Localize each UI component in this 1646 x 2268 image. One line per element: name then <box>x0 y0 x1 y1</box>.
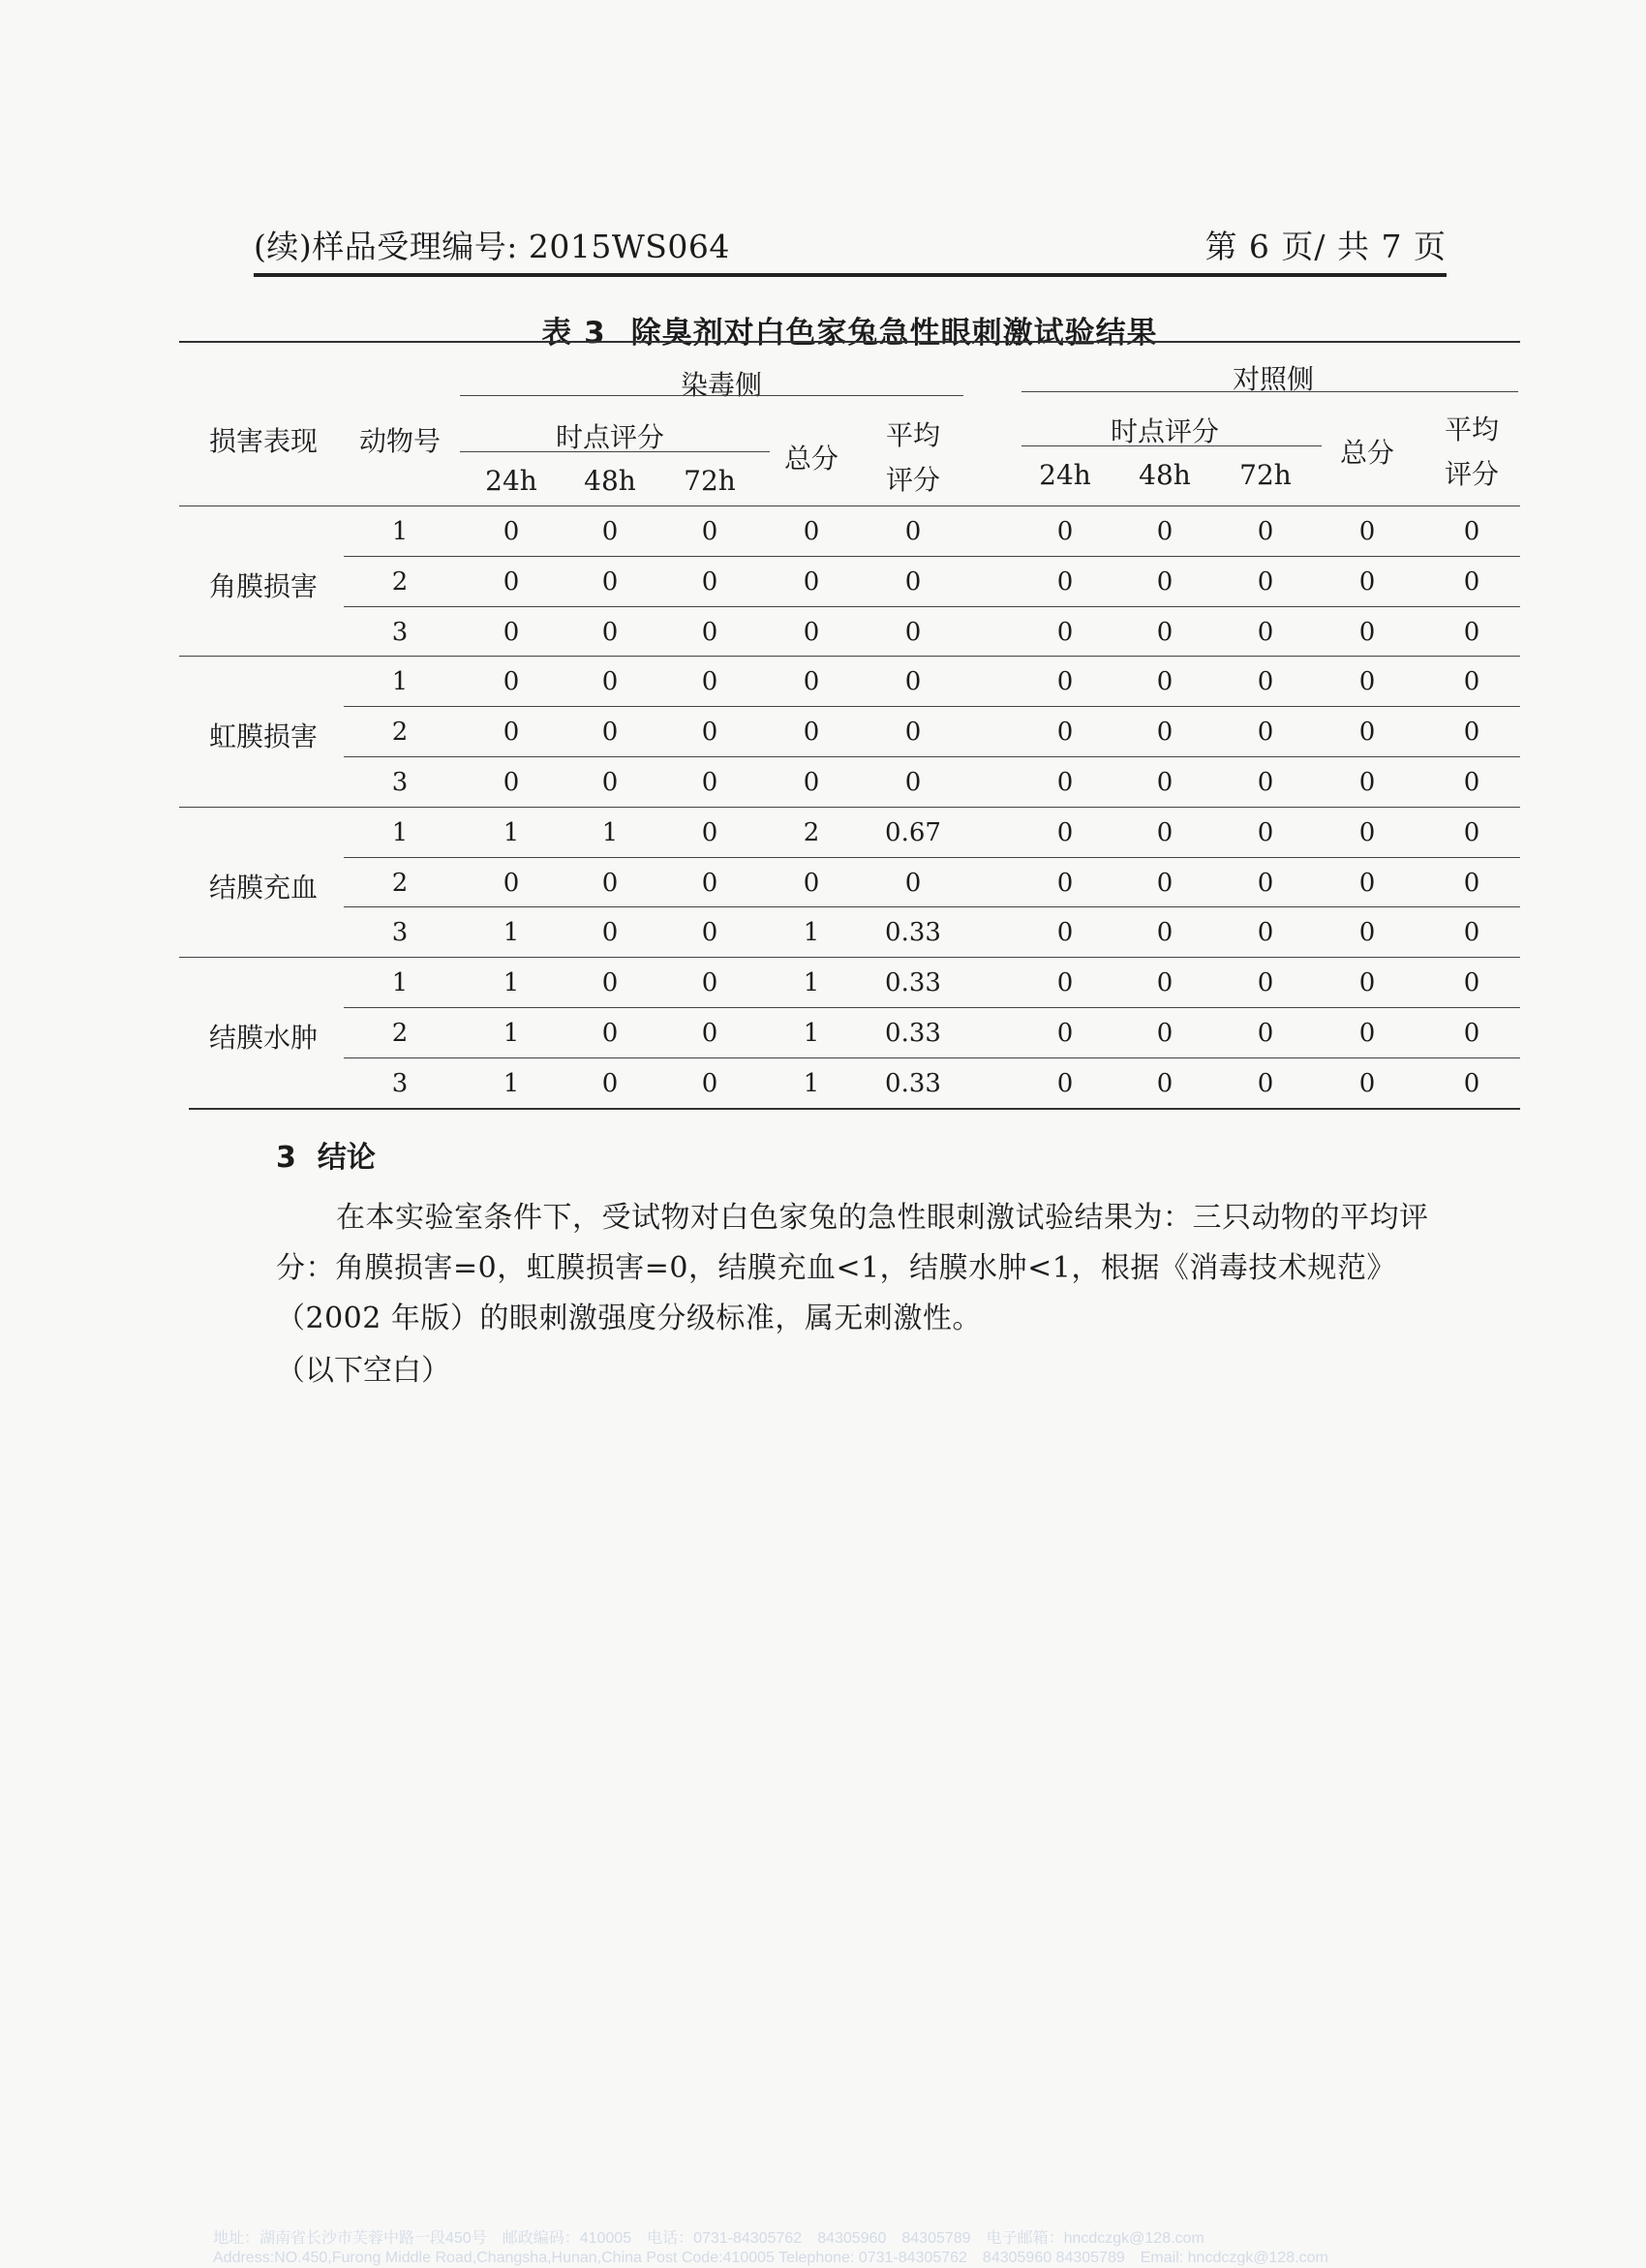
animal-number: 1 <box>391 968 409 998</box>
control-value: 0 <box>1358 617 1376 647</box>
animal-number: 2 <box>391 1019 409 1048</box>
control-value: 0 <box>1056 517 1074 546</box>
exposed-value: 0 <box>601 567 619 597</box>
exposed-value: 0 <box>601 918 619 948</box>
exposed-value: 1 <box>803 918 820 948</box>
footer-address-cn: 地址：湖南省长沙市芙蓉中路一段450号 邮政编码：410005 电话：0731-84305762 84305960 84305789 电子邮箱：hncdczgk@128.com <box>213 2230 1204 2247</box>
control-value: 0 <box>1463 567 1480 597</box>
control-value: 0 <box>1358 768 1376 797</box>
control-value: 0 <box>1463 968 1480 998</box>
rule-control-span <box>1021 391 1518 392</box>
lesion-4: 结膜水肿 <box>208 1021 319 1054</box>
header-lesion: 损害表现 <box>208 425 319 457</box>
exposed-value: 0 <box>701 617 718 647</box>
animal-number: 3 <box>391 1068 409 1098</box>
control-value: 0 <box>1257 868 1274 898</box>
exposed-value: 0 <box>601 667 619 697</box>
control-value: 0 <box>1358 868 1376 898</box>
row-rule <box>344 606 1520 607</box>
control-value: 0 <box>1056 817 1074 847</box>
section-title: 结论 <box>317 1141 376 1175</box>
control-value: 0 <box>1056 918 1074 948</box>
control-value: 0 <box>1463 617 1480 647</box>
exposed-value: 1 <box>803 1019 820 1048</box>
exposed-value: 1 <box>503 1019 520 1048</box>
exposed-value: 0 <box>503 868 520 898</box>
exposed-value: 0 <box>803 667 820 697</box>
exposed-value: 0 <box>601 1068 619 1098</box>
exposed-value: 0 <box>503 567 520 597</box>
control-value: 0 <box>1463 1068 1480 1098</box>
control-value: 0 <box>1257 617 1274 647</box>
exposed-value: 0 <box>904 617 922 647</box>
exposed-value: 0 <box>503 768 520 797</box>
control-value: 0 <box>1257 1068 1274 1098</box>
control-value: 0 <box>1257 1019 1274 1048</box>
exposed-value: 0 <box>701 567 718 597</box>
group-rule <box>179 957 1520 958</box>
animal-number: 1 <box>391 517 409 546</box>
exposed-value: 0.33 <box>885 918 941 948</box>
table-number: 表 3 <box>541 316 606 351</box>
control-value: 0 <box>1358 1019 1376 1048</box>
conclusion-heading <box>276 1133 1457 1176</box>
exposed-value: 0 <box>601 1019 619 1048</box>
control-value: 0 <box>1156 968 1174 998</box>
control-value: 0 <box>1257 567 1274 597</box>
rule-control-timepoint <box>1021 445 1322 446</box>
exposed-value: 1 <box>803 968 820 998</box>
lesion-1: 角膜损害 <box>208 569 319 602</box>
exposed-value: 1 <box>803 1068 820 1098</box>
exposed-value: 1 <box>601 817 619 847</box>
exposed-value: 2 <box>803 817 820 847</box>
header-control-side: 对照侧 <box>1232 363 1315 395</box>
header-exposed-total: 总分 <box>783 443 839 475</box>
exposed-value: 0 <box>701 1019 718 1048</box>
control-value: 0 <box>1156 617 1174 647</box>
exposed-value: 0 <box>803 868 820 898</box>
control-value: 0 <box>1358 517 1376 546</box>
exposed-value: 0 <box>701 868 718 898</box>
header-control-avg-2: 评分 <box>1444 458 1500 490</box>
control-value: 0 <box>1358 817 1376 847</box>
row-rule <box>344 906 1520 907</box>
exposed-value: 0 <box>803 617 820 647</box>
exposed-value: 0 <box>701 817 718 847</box>
control-value: 0 <box>1463 1019 1480 1048</box>
control-value: 0 <box>1463 817 1480 847</box>
exposed-value: 0 <box>601 617 619 647</box>
control-value: 0 <box>1056 868 1074 898</box>
animal-number: 3 <box>391 617 409 647</box>
lesion-3: 结膜充血 <box>208 871 319 904</box>
exposed-value: 0 <box>701 517 718 546</box>
header-exposed-time-24h: 24h <box>485 465 537 497</box>
header-control-total: 总分 <box>1339 437 1395 469</box>
page-header <box>254 225 1447 277</box>
exposed-value: 0 <box>701 667 718 697</box>
animal-number: 3 <box>391 768 409 797</box>
control-value: 0 <box>1257 817 1274 847</box>
exposed-value: 0 <box>904 517 922 546</box>
control-value: 0 <box>1463 517 1480 546</box>
exposed-value: 0 <box>503 617 520 647</box>
exposed-value: 0 <box>803 718 820 748</box>
animal-number: 2 <box>391 718 409 748</box>
exposed-value: 0.33 <box>885 1019 941 1048</box>
exposed-value: 0 <box>904 667 922 697</box>
conclusion-body: 在本实验室条件下，受试物对白色家兔的急性眼刺激试验结果为：三只动物的平均评分：角膜损害=0，虹膜损害=0，结膜充血<1，结膜水肿<1，根据《消毒技术规范》（2002 年版）的眼刺激强度分级标准，属无刺激性。 <box>276 1201 1429 1335</box>
page-number: 第 6 页/ 共 7 页 <box>1204 228 1447 265</box>
header-animal: 动物号 <box>358 425 442 457</box>
control-value: 0 <box>1358 567 1376 597</box>
control-value: 0 <box>1463 918 1480 948</box>
exposed-value: 0 <box>601 868 619 898</box>
row-rule <box>344 1057 1520 1058</box>
control-value: 0 <box>1156 667 1174 697</box>
control-value: 0 <box>1257 517 1274 546</box>
control-value: 0 <box>1156 718 1174 748</box>
exposed-value: 0 <box>803 517 820 546</box>
control-value: 0 <box>1156 517 1174 546</box>
exposed-value: 0 <box>701 918 718 948</box>
control-value: 0 <box>1056 718 1074 748</box>
control-value: 0 <box>1257 918 1274 948</box>
control-value: 0 <box>1156 817 1174 847</box>
group-rule <box>179 656 1520 657</box>
exposed-value: 0 <box>701 1068 718 1098</box>
exposed-value: 0 <box>503 718 520 748</box>
lesion-2: 虹膜损害 <box>208 720 319 753</box>
page-footer <box>213 2229 1491 2268</box>
control-value: 0 <box>1056 667 1074 697</box>
exposed-value: 0 <box>601 768 619 797</box>
control-value: 0 <box>1463 868 1480 898</box>
table-top-rule <box>179 341 1520 343</box>
control-value: 0 <box>1156 768 1174 797</box>
exposed-value: 0 <box>701 968 718 998</box>
control-value: 0 <box>1156 567 1174 597</box>
control-value: 0 <box>1056 567 1074 597</box>
control-value: 0 <box>1257 667 1274 697</box>
row-rule <box>344 1007 1520 1008</box>
exposed-value: 0 <box>904 768 922 797</box>
conclusion-section <box>276 1133 1457 1396</box>
header-control-time-24h: 24h <box>1039 459 1091 491</box>
exposed-value: 1 <box>503 918 520 948</box>
control-value: 0 <box>1358 718 1376 748</box>
exposed-value: 1 <box>503 1068 520 1098</box>
control-value: 0 <box>1156 918 1174 948</box>
exposed-value: 0.33 <box>885 968 941 998</box>
header-control-time-72h: 72h <box>1239 459 1292 491</box>
animal-number: 3 <box>391 918 409 948</box>
exposed-value: 0 <box>503 667 520 697</box>
control-value: 0 <box>1358 968 1376 998</box>
header-exposed-side: 染毒侧 <box>680 369 763 401</box>
blank-note: （以下空白） <box>276 1354 450 1388</box>
control-value: 0 <box>1257 768 1274 797</box>
animal-number: 2 <box>391 567 409 597</box>
group-rule <box>179 807 1520 808</box>
header-exposed-avg-1: 平均 <box>885 419 941 451</box>
animal-number: 1 <box>391 817 409 847</box>
control-value: 0 <box>1056 1068 1074 1098</box>
control-value: 0 <box>1463 768 1480 797</box>
header-exposed-avg-2: 评分 <box>885 464 941 496</box>
control-value: 0 <box>1156 1019 1174 1048</box>
exposed-value: 0 <box>904 868 922 898</box>
header-exposed-time-72h: 72h <box>684 465 736 497</box>
exposed-value: 1 <box>503 968 520 998</box>
exposed-value: 0 <box>601 718 619 748</box>
row-rule <box>344 706 1520 707</box>
exposed-value: 0 <box>503 517 520 546</box>
control-value: 0 <box>1156 1068 1174 1098</box>
control-value: 0 <box>1257 968 1274 998</box>
exposed-value: 0 <box>701 768 718 797</box>
control-value: 0 <box>1358 1068 1376 1098</box>
control-value: 0 <box>1463 667 1480 697</box>
control-value: 0 <box>1056 768 1074 797</box>
row-rule <box>344 857 1520 858</box>
table-caption: 除臭剂对白色家兔急性眼刺激试验结果 <box>630 316 1158 351</box>
exposed-value: 0.33 <box>885 1068 941 1098</box>
header-control-time-48h: 48h <box>1139 459 1191 491</box>
table-title <box>179 308 1520 352</box>
control-value: 0 <box>1358 918 1376 948</box>
exposed-value: 0 <box>701 718 718 748</box>
row-rule <box>344 756 1520 757</box>
exposed-value: 1 <box>503 817 520 847</box>
table-bottom-rule <box>189 1108 1520 1110</box>
exposed-value: 0 <box>601 968 619 998</box>
header-control-timepoint: 时点评分 <box>1110 415 1220 447</box>
exposed-value: 0 <box>803 768 820 797</box>
section-number: 3 <box>276 1141 296 1175</box>
exposed-value: 0 <box>904 718 922 748</box>
control-value: 0 <box>1257 718 1274 748</box>
control-value: 0 <box>1056 617 1074 647</box>
control-value: 0 <box>1463 718 1480 748</box>
row-rule <box>344 556 1520 557</box>
header-control-avg-1: 平均 <box>1444 414 1500 445</box>
sample-number: (续)样品受理编号: 2015WS064 <box>254 228 730 265</box>
control-value: 0 <box>1156 868 1174 898</box>
rule-exposed-span <box>460 395 963 396</box>
animal-number: 2 <box>391 868 409 898</box>
control-value: 0 <box>1056 968 1074 998</box>
exposed-value: 0 <box>601 517 619 546</box>
footer-address-en: Address:NO.450,Furong Middle Road,Changsha,Hunan,China Post Code:410005 Telephone: 0731-84305762 84305960 84305789 Email: hncdczgk@128.com <box>213 2250 1328 2266</box>
exposed-value: 0 <box>904 567 922 597</box>
exposed-value: 0.67 <box>885 817 941 847</box>
control-value: 0 <box>1056 1019 1074 1048</box>
control-value: 0 <box>1358 667 1376 697</box>
header-exposed-timepoint: 时点评分 <box>555 421 665 453</box>
exposed-value: 0 <box>803 567 820 597</box>
animal-number: 1 <box>391 667 409 697</box>
rule-exposed-timepoint <box>460 451 770 452</box>
header-exposed-time-48h: 48h <box>584 465 636 497</box>
